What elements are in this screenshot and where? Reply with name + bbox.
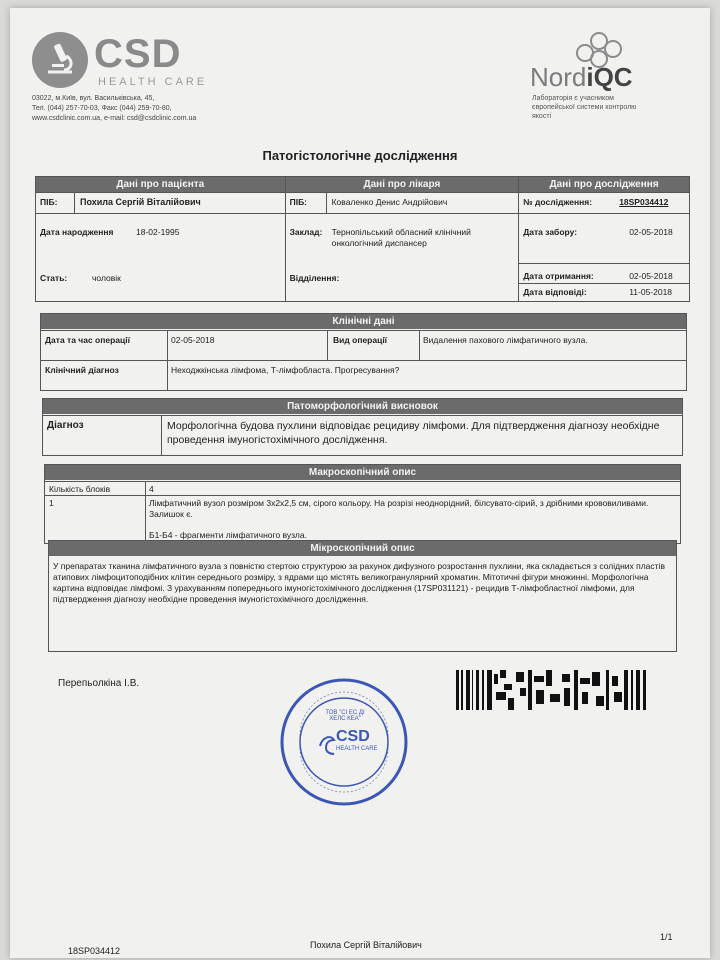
csd-logo bbox=[32, 30, 212, 100]
macro-row-number: 1 bbox=[49, 498, 54, 508]
doctor-header: Дані про лікаря bbox=[285, 177, 519, 193]
sex-value: чоловік bbox=[92, 273, 121, 283]
csd-logo-sub: HEALTH CARE bbox=[98, 76, 208, 88]
received-date: 02-05-2018 bbox=[629, 271, 673, 281]
blocks-label: Кількість блоків bbox=[49, 484, 111, 494]
department-label: Відділення: bbox=[289, 273, 340, 283]
microscope-icon bbox=[32, 32, 88, 88]
footer-patient-name: Похила Сергій Віталійович bbox=[310, 940, 422, 950]
facility-value: Тернопільський обласний клінічний онкологічний диспансер bbox=[331, 227, 471, 248]
micro-section bbox=[48, 540, 677, 652]
clinical-diagnosis-label: Клінічний діагноз bbox=[45, 365, 119, 375]
clinic-stamp bbox=[278, 676, 410, 808]
doctor-name-label: ПІБ: bbox=[289, 197, 308, 207]
response-date: 11-05-2018 bbox=[629, 287, 673, 297]
clinic-address bbox=[32, 94, 272, 124]
pathomorph-header: Патоморфологічний висновок bbox=[43, 399, 682, 414]
received-date-label: Дата отримання: bbox=[523, 271, 594, 281]
stamp-logo-sub: HEALTH CARE bbox=[336, 746, 378, 752]
macro-text: Лімфатичний вузол розміром 3х2х2,5 см, сірого кольору. На розрізі неоднорідний, білсувато-сірий, з дрібними крововиливами. Залишок є. bbox=[149, 498, 649, 519]
nordiqc-caption: Лабораторія є учасником європейської системи контролю якості bbox=[532, 95, 637, 120]
address-line: Тел. (044) 257-70-03, Факс (044) 259-70-80, bbox=[32, 105, 172, 112]
response-date-label: Дата відповіді: bbox=[523, 287, 587, 297]
patient-header: Дані про пацієнта bbox=[36, 177, 286, 193]
collect-date-label: Дата забору: bbox=[523, 227, 578, 237]
page-title: Патогістологічне дослідження bbox=[262, 148, 458, 163]
operation-type: Видалення пахового лімфатичного вузла. bbox=[423, 335, 588, 345]
micro-text: У препаратах тканина лімфатичного вузла з повністю стертою структурою за рахунок дифузного розростання пухлини, яка складається з солідних пластів атипових лімфоцитоподібних клітин середнього розміру, з ядрами що містять великогранулярний хроматин. Мітотичні фігури множинні. Морфологічна картина відповідає лімфомі. З урахуванням попереднього імуногістохімічного дослідження (17SP031121) - рецидив Т-лімфобластної лімфоми, для підтвердження діагнозу необхідне проведення імуногістохімічного дослідження. bbox=[53, 561, 665, 604]
operation-type-label: Вид операції bbox=[333, 335, 388, 345]
micro-header: Мікроскопічний опис bbox=[49, 541, 676, 556]
doctor-name: Коваленко Денис Андрійович bbox=[331, 197, 448, 207]
blocks-count: 4 bbox=[149, 484, 154, 494]
diagnosis-text: Морфологічна будова пухлини відповідає рецидиву лімфоми. Для підтвердження діагнозу необхідне проведення імуногістохімічного дослідження. bbox=[167, 420, 660, 446]
patient-doctor-study-table bbox=[35, 176, 690, 302]
barcode bbox=[456, 670, 648, 710]
footer-page-number: 1/1 bbox=[660, 932, 673, 942]
clinical-header: Клінічні дані bbox=[41, 314, 686, 329]
report-page bbox=[10, 8, 710, 958]
collect-date: 02-05-2018 bbox=[629, 227, 673, 237]
nordiqc-logo-text: NordiQC bbox=[530, 62, 633, 92]
macro-fragments: Б1-Б4 - фрагменти лімфатичного вузла. bbox=[149, 530, 307, 540]
macro-header: Макроскопічний опис bbox=[45, 465, 680, 480]
operation-date-label: Дата та час операції bbox=[45, 335, 130, 345]
patient-name: Похила Сергій Віталійович bbox=[80, 197, 201, 207]
study-number: 18SP034412 bbox=[619, 197, 669, 207]
stamp-logo-text: CSD bbox=[336, 728, 370, 745]
patient-name-label: ПІБ: bbox=[40, 197, 58, 207]
diagnosis-label: Діагноз bbox=[47, 420, 84, 431]
footer-study-number: 18SP034412 bbox=[68, 946, 121, 956]
facility-label: Заклад: bbox=[289, 227, 323, 237]
study-number-label: № дослідження: bbox=[523, 197, 593, 207]
pathomorph-section bbox=[42, 398, 683, 456]
pathologist-signature: Перепьолкіна І.В. bbox=[58, 678, 140, 689]
dob-value: 18-02-1995 bbox=[136, 227, 180, 237]
dob-label: Дата народження bbox=[40, 227, 114, 237]
clinical-diagnosis: Неходжкінська лімфома, Т-лімфобласта. Прогресування? bbox=[171, 365, 400, 375]
nordiqc-logo bbox=[520, 32, 670, 132]
sex-label: Стать: bbox=[40, 273, 68, 283]
csd-logo-text: CSD bbox=[94, 32, 182, 76]
address-line: www.csdclinic.com.ua, e-mail: csd@csdclinic.com.ua bbox=[32, 115, 197, 122]
address-line: 03022, м.Київ, вул. Васильківська, 45, bbox=[32, 95, 155, 102]
stamp-company: ТОВ "СІ ЕС ДІ ХЕЛС КЕА" bbox=[325, 710, 365, 722]
macro-section bbox=[44, 464, 681, 544]
study-header: Дані про дослідження bbox=[519, 177, 690, 193]
clinical-data-section bbox=[40, 313, 687, 391]
operation-date: 02-05-2018 bbox=[171, 335, 215, 345]
